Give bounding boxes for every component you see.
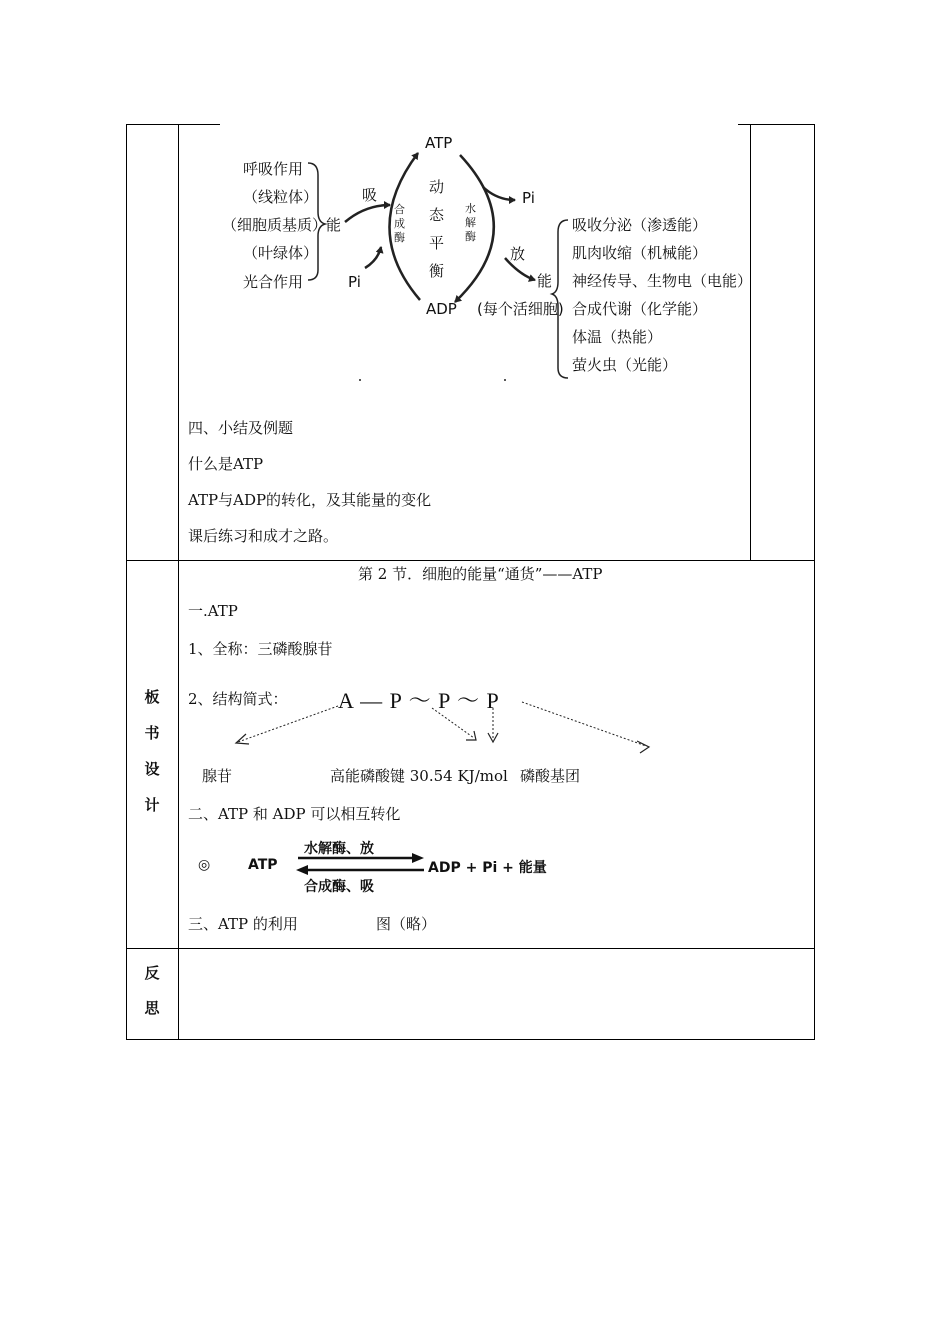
dynamic-char-1: 动 <box>429 178 445 196</box>
hydrolase-char-1: 水 <box>465 202 476 215</box>
absorb-label: 吸 <box>362 186 378 204</box>
equation-top-label: 水解酶、放 <box>304 841 374 857</box>
pi-left-label: Pi <box>348 273 361 291</box>
synthase-char-2: 成 <box>394 217 405 230</box>
summary-line-2: ATP与ADP的转化，及其能量的变化 <box>188 491 432 509</box>
board-title: 第 2 节．细胞的能量“通货”——ATP <box>358 565 603 583</box>
summary-heading: 四、小结及例题 <box>188 419 294 437</box>
source-chloroplast: （叶绿体） <box>243 244 319 262</box>
hydrolase-char-2: 解 <box>465 216 476 229</box>
source-cytoplasm: （细胞质基质） <box>222 216 328 234</box>
label-phosphate-group: 磷酸基团 <box>520 767 581 785</box>
equation-atp: ATP <box>248 857 278 873</box>
synthase-char-1: 合 <box>394 203 405 216</box>
equation-arrows <box>290 850 430 880</box>
release-label: 放 <box>510 245 526 263</box>
table-row-divider-2 <box>126 948 815 949</box>
section-1-structure-label: 2、结构简式： <box>188 690 288 708</box>
equation-bottom-label: 合成酶、吸 <box>304 879 374 895</box>
pi-right-label: Pi <box>522 189 535 207</box>
use-secretion: 吸收分泌（渗透能） <box>572 216 708 234</box>
label-high-energy-bond: 高能磷酸键 30.54 KJ/mol <box>330 767 508 785</box>
section-3-note: 图（略） <box>376 915 437 933</box>
board-label-char-2: 书 <box>144 724 160 742</box>
equation-adp: ADP + Pi + 能量 <box>428 860 547 876</box>
section-3-heading: 三、ATP 的利用 <box>188 915 298 933</box>
adp-label: ADP <box>426 300 457 318</box>
summary-line-1: 什么是ATP <box>188 455 264 473</box>
dynamic-char-3: 平 <box>429 234 445 252</box>
use-nerve: 神经传导、生物电（电能） <box>572 272 753 290</box>
summary-line-3: 课后练习和成才之路。 <box>188 527 339 545</box>
atp-label: ATP <box>425 134 453 152</box>
use-synthesis: 合成代谢（化学能） <box>572 300 708 318</box>
equation-bullet: ◎ <box>198 857 211 873</box>
use-muscle: 肌肉收缩（机械能） <box>572 244 708 262</box>
hydrolase-char-3: 酶 <box>465 230 476 243</box>
reflection-label-char-2: 思 <box>144 999 160 1017</box>
board-label-char-4: 计 <box>144 796 160 814</box>
reflection-label-char-1: 反 <box>144 964 160 982</box>
use-firefly: 萤火虫（光能） <box>572 356 678 374</box>
energy-left-label: 能 <box>326 216 342 234</box>
structure-formula: A — P ～ P ～ P <box>338 688 500 713</box>
section-2-heading: 二、ATP 和 ADP 可以相互转化 <box>188 805 401 823</box>
source-mitochondria: （线粒体） <box>243 188 319 206</box>
section-1-heading: 一.ATP <box>188 602 238 620</box>
section-1-fullname: 1、全称：三磷酸腺苷 <box>188 640 333 658</box>
every-cell-label: (每个活细胞) <box>477 300 564 318</box>
dynamic-char-4: 衡 <box>429 262 445 280</box>
label-adenosine: 腺苷 <box>202 767 233 785</box>
synthase-char-3: 酶 <box>394 231 405 244</box>
dynamic-char-2: 态 <box>429 206 445 224</box>
source-photosynthesis: 光合作用 <box>243 273 304 291</box>
table-border-bottom <box>126 1039 815 1040</box>
source-respiration: 呼吸作用 <box>243 160 304 178</box>
energy-right-label: 能 <box>537 272 553 290</box>
board-label-char-3: 设 <box>144 760 160 778</box>
board-label-char-1: 板 <box>144 688 160 706</box>
use-body-temp: 体温（热能） <box>572 328 663 346</box>
